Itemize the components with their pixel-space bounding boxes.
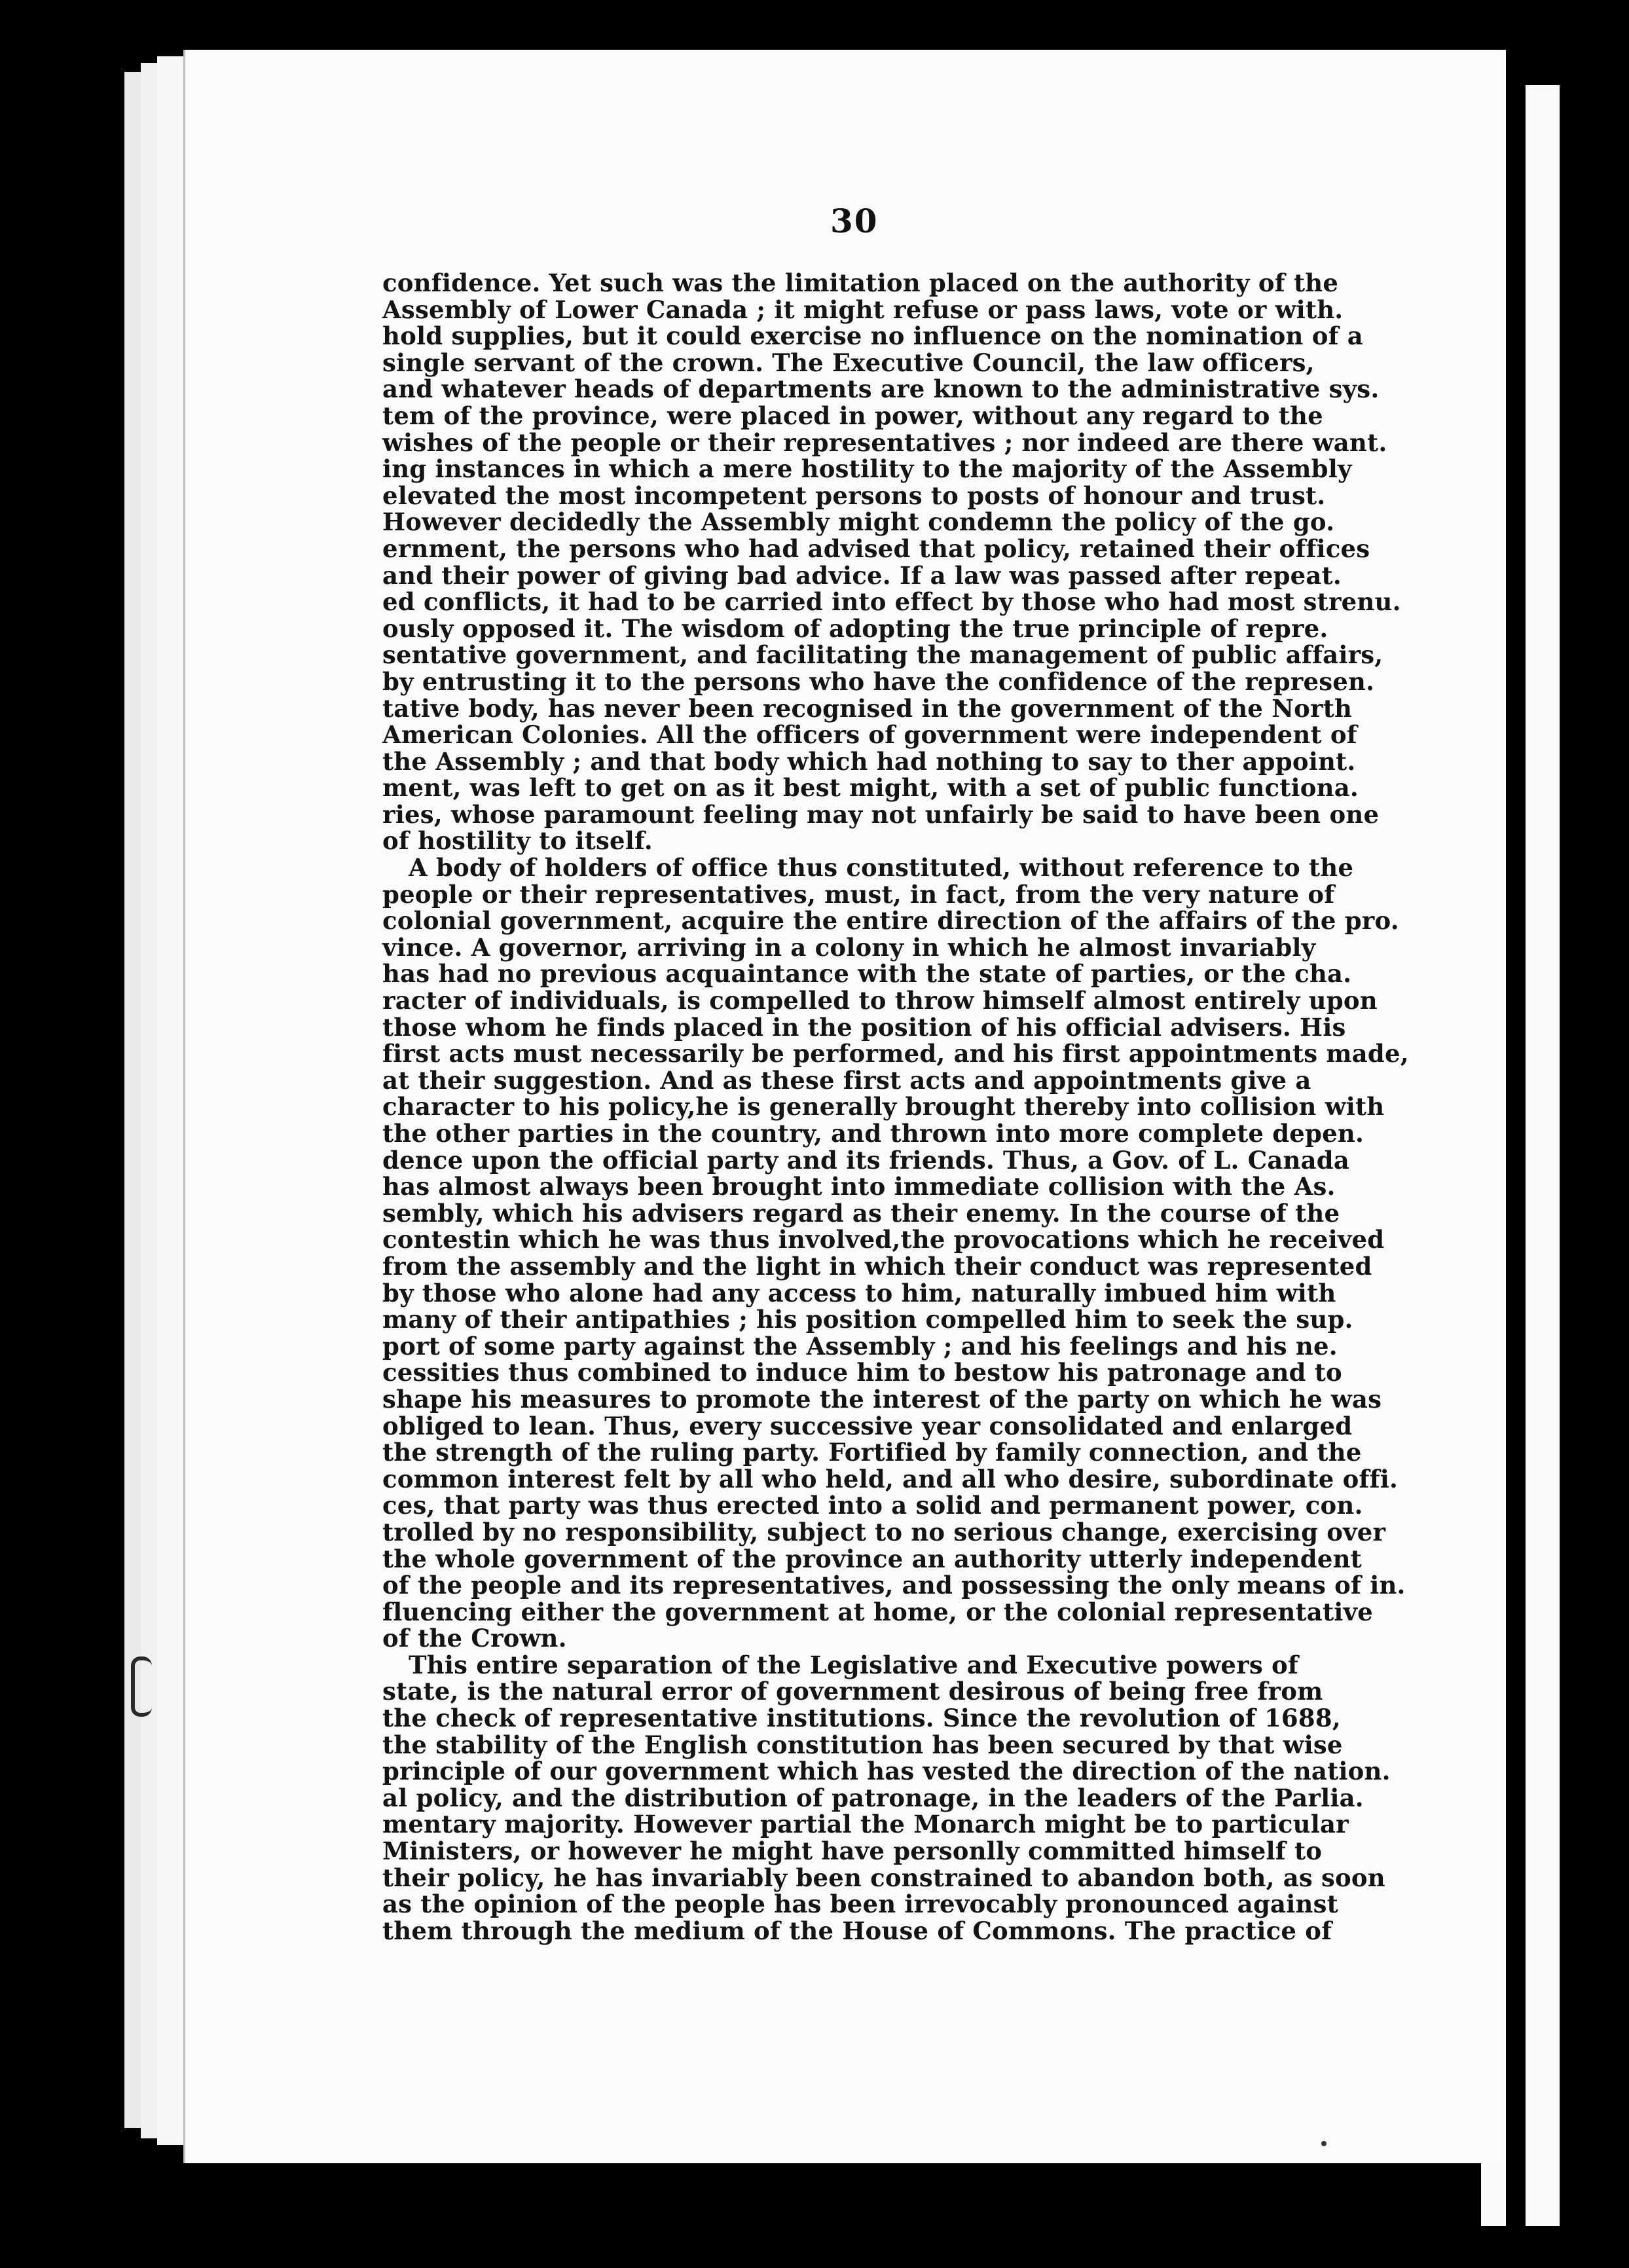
text-line: the other parties in the country, and thrown into more complete depen. [382,1119,1364,1148]
text-line: at their suggestion. And as these first acts and appointments give a [382,1065,1311,1095]
text-line: sembly, which his advisers regard as their enemy. In the course of the [382,1198,1340,1228]
ink-speck [1321,2141,1327,2146]
text-line: the check of representative institutions. Since the revolution of 1688, [382,1704,1341,1733]
text-line: single servant of the crown. The Executive Council, the law officers, [382,348,1315,377]
text-line: trolled by no responsibility, subject to no serious change, exercising over [382,1517,1386,1546]
page-number: 30 [830,202,879,240]
text-line: ment, was left to get on as it best might, with a set of public functiona. [382,773,1359,803]
text-line: has had no previous acquaintance with the state of parties, or the cha. [382,959,1352,989]
text-line: A body of holders of office thus constituted, without reference to the [409,853,1354,883]
paragraph [382,1650,1391,1945]
page-gutter [1506,65,1526,2246]
text-line: as the opinion of the people has been irrevocably pronounced against [382,1890,1338,1919]
binding-thread-mark [131,1656,152,1717]
page-edge-shadow [183,50,185,2163]
text-line: cessities thus combined to induce him to bestow his patronage and to [382,1358,1342,1387]
text-line: principle of our government which has vested the direction of the nation. [382,1757,1391,1786]
text-line: ernment, the persons who had advised that policy, retained their offices [382,534,1370,563]
text-line: of the Crown. [382,1624,567,1653]
text-line: by those who alone had any access to him, naturally imbued him with [382,1278,1336,1308]
text-line: them through the medium of the House of Commons. The practice of [382,1916,1332,1945]
text-line: people or their representatives, must, in fact, from the very nature of [382,879,1335,909]
text-line: sentative government, and facilitating the management of public affairs, [382,640,1383,670]
text-line: and their power of giving bad advice. If a law was passed after repeat. [382,560,1342,590]
text-line: common interest felt by all who held, and all who desire, subordinate offi. [382,1464,1399,1493]
paragraph [382,853,1409,1653]
text-line: confidence. Yet such was the limitation placed on the authority of the [382,268,1339,297]
text-line: first acts must necessarily be performed, and his first appointments made, [382,1039,1409,1069]
text-line: American Colonies. All the officers of government were independent of [382,720,1357,750]
text-line: shape his measures to promote the interest of the party on which he was [382,1384,1382,1414]
text-line: elevated the most incompetent persons to posts of honour and trust. [382,481,1326,510]
text-line: racter of individuals, is compelled to throw himself almost entirely upon [382,986,1378,1015]
text-line: the Assembly ; and that body which had nothing to say to ther appoint. [382,746,1356,776]
text-line: many of their antipathies ; his position compelled him to seek the sup. [382,1305,1353,1334]
text-line: the stability of the English constitution has been secured by that wise [382,1730,1343,1759]
text-line: state, is the natural error of government desirous of being free from [382,1677,1323,1706]
text-line: wishes of the people or their representatives ; nor indeed are there want. [382,428,1387,457]
text-line: ries, whose paramount feeling may not unfairly be said to have been one [382,799,1380,829]
text-line: tative body, has never been recognised in the government of the North [382,693,1353,723]
text-line: and whatever heads of departments are known to the administrative sys. [382,375,1380,404]
text-line: obliged to lean. Thus, every successive year consolidated and enlarged [382,1411,1353,1440]
text-line: ces, that party was thus erected into a solid and permanent power, con. [382,1491,1363,1520]
text-line: of the people and its representatives, and possessing the only means of in. [382,1571,1406,1600]
text-line: colonial government, acquire the entire direction of the affairs of the pro. [382,906,1399,936]
text-line: the whole government of the province an authority utterly independent [382,1544,1362,1573]
text-line: port of some party against the Assembly ; and his feelings and his ne. [382,1331,1338,1361]
text-line: those whom he finds placed in the position of his official advisers. His [382,1012,1346,1042]
text-line: However decidedly the Assembly might condemn the policy of the go. [382,507,1335,537]
text-line: Ministers, or however he might have personlly committed himself to [382,1837,1323,1866]
text-line: by entrusting it to the persons who have the confidence of the represen. [382,667,1375,696]
text-line: from the assembly and the light in which their conduct was represented [382,1251,1372,1281]
text-line: the strength of the ruling party. Fortified by family connection, and the [382,1438,1362,1467]
text-line: vince. A governor, arriving in a colony in which he almost invariably [382,932,1316,962]
text-line: of hostility to itself. [382,826,653,856]
text-line: This entire separation of the Legislative and Executive powers of [409,1650,1298,1679]
paragraph [382,268,1401,856]
text-line: contestin which he was thus involved,the provocations which he received [382,1225,1385,1254]
text-line: Assembly of Lower Canada ; it might refuse or pass laws, vote or with. [382,295,1344,324]
text-line: al policy, and the distribution of patronage, in the leaders of the Parlia. [382,1783,1364,1812]
text-line: has almost always been brought into immediate collision with the As. [382,1172,1336,1201]
text-line: character to his policy,he is generally brought thereby into collision with [382,1092,1385,1122]
text-line: fluencing either the government at home, or the colonial representative [382,1597,1373,1626]
text-line: dence upon the official party and its friends. Thus, a Gov. of L. Canada [382,1145,1350,1175]
text-line: ed conflicts, it had to be carried into effect by those who had most strenu. [382,587,1401,617]
text-line: tem of the province, were placed in power, without any regard to the [382,401,1323,430]
text-line: hold supplies, but it could exercise no influence on the nomination of a [382,321,1363,351]
text-line: ing instances in which a mere hostility to the majority of the Assembly [382,454,1352,484]
body-text [382,268,1409,1945]
text-line: their policy, he has invariably been constrained to abandon both, as soon [382,1863,1385,1892]
text-line: mentary majority. However partial the Monarch might be to particular [382,1810,1349,1839]
text-line: ously opposed it. The wisdom of adopting the true principle of repre. [382,613,1328,643]
